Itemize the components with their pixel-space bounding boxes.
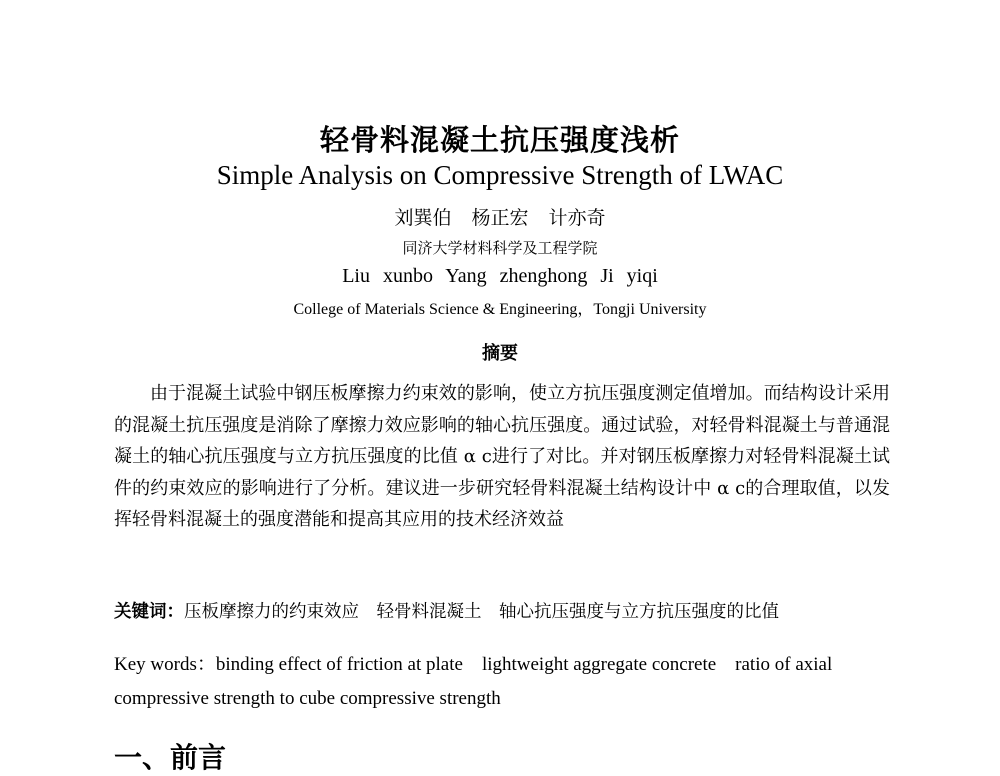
keywords-english-text: binding effect of friction at plate lightweight aggregate concrete ratio of axial compressive strength to cube compressive strength (114, 654, 833, 709)
abstract-heading: 摘要 (482, 343, 518, 364)
authors-chinese: 刘巽伯 杨正宏 计亦奇 (394, 207, 606, 229)
authors-english: Liu xunbo Yang zhenghong Ji yiqi (342, 265, 658, 287)
keywords-english-label: Key words： (114, 654, 216, 675)
affiliation-chinese: 同济大学材料科学及工程学院 (402, 239, 598, 257)
keywords-chinese (114, 598, 904, 623)
keywords-english (114, 648, 874, 716)
section-heading: 一、前言 (114, 741, 227, 774)
affiliation-english: College of Materials Science & Engineering，Tongji University (293, 301, 707, 318)
abstract-text: 由于混凝土试验中钢压板摩擦力约束效的影响，使立方抗压强度测定值增加。而结构设计采用的混凝土抗压强度是消除了摩擦力效应影响的轴心抗压强度。通过试验，对轻骨料混凝土与普通混凝土的轴心抗压强度与立方抗压强度的比值 α c进行了对比。并对钢压板摩擦力对轻骨料混凝土试件的约束效应的影响进行了分析。建议进一步研究轻骨料混凝土结构设计中 α c的合理取值，以发挥轻骨料混凝土的强度潜能和提高其应用的技术经济效益 (114, 383, 890, 530)
title-chinese: 轻骨料混凝土抗压强度浅析 (319, 123, 680, 157)
title-english: Simple Analysis on Compressive Strength of LWAC (216, 160, 784, 190)
keywords-chinese-label: 关键词： (114, 602, 184, 622)
keywords-chinese-text: 压板摩擦力的约束效应 轻骨料混凝土 轴心抗压强度与立方抗压强度的比值 (184, 602, 779, 622)
